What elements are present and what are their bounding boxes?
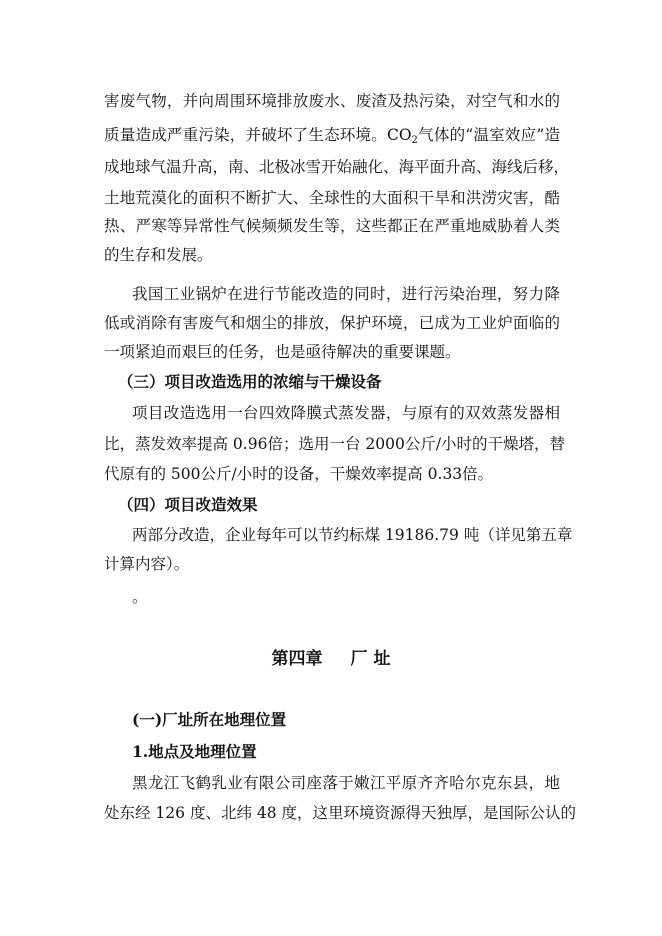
paragraph-line: 热、严寒等异常性气候频频发生等，这些都正在严重地威胁着人类 [104, 217, 560, 235]
paragraph-line: 处东经 126 度、北纬 48 度，这里环境资源得天独厚，是国际公认的 [104, 804, 577, 822]
subsection-heading: 1.地点及地理位置 [132, 742, 257, 761]
paragraph-line: 两部分改造，企业每年可以节约标煤 19186.79 吨（详见第五章 [132, 526, 573, 544]
paragraph-line: 黑龙江飞鹤乳业有限公司座落于嫩江平原齐齐哈尔克东县，地 [132, 774, 560, 792]
paragraph-line: 土地荒漠化的面积不断扩大、全球性的大面积干旱和洪涝灾害，酷 [104, 189, 560, 207]
text-fragment: 气体的“温室效应”造 [417, 126, 560, 144]
text-fragment: 质量造成严重污染，并破坏了生态环境。CO [104, 126, 412, 144]
paragraph-line: 代原有的 500公斤/小时的设备，干燥效率提高 0.33倍。 [104, 465, 494, 483]
paragraph-line-co2 [104, 124, 560, 146]
section-heading: （三）项目改造选用的浓缩与干燥设备 [118, 372, 382, 391]
paragraph-line: 害废气物，并向周围环境排放废水、废渣及热污染，对空气和水的 [104, 92, 560, 110]
chapter-title: 厂 址 [350, 649, 391, 669]
paragraph-line: 我国工业锅炉在进行节能改造的同时，进行污染治理，努力降 [132, 285, 560, 303]
paragraph-line: 比，蒸发效率提高 0.96倍；选用一台 2000公斤/小时的干燥塔，替 [104, 435, 566, 453]
paragraph-line: 成地球气温升高，南、北极冰雪开始融化、海平面升高、海线后移， [104, 158, 570, 176]
paragraph-line: 低或消除有害废气和烟尘的排放，保护环境，已成为工业炉面临的 [104, 314, 560, 332]
paragraph-line: 一项紧迫而艰巨的任务，也是亟待解决的重要课题。 [104, 343, 461, 361]
paragraph-line: 计算内容）。 [104, 555, 190, 573]
paragraph-line: 的生存和发展。 [104, 246, 213, 264]
paragraph-line: 项目改造选用一台四效降膜式蒸发器，与原有的双效蒸发器相 [132, 404, 560, 422]
section-heading: (一)厂址所在地理位置 [132, 710, 287, 729]
chapter-heading [0, 647, 662, 671]
chapter-number: 第四章 [271, 649, 323, 669]
section-heading: （四）项目改造效果 [118, 495, 258, 514]
paragraph-line: 。 [132, 588, 148, 606]
subscript-2: 2 [411, 135, 418, 146]
